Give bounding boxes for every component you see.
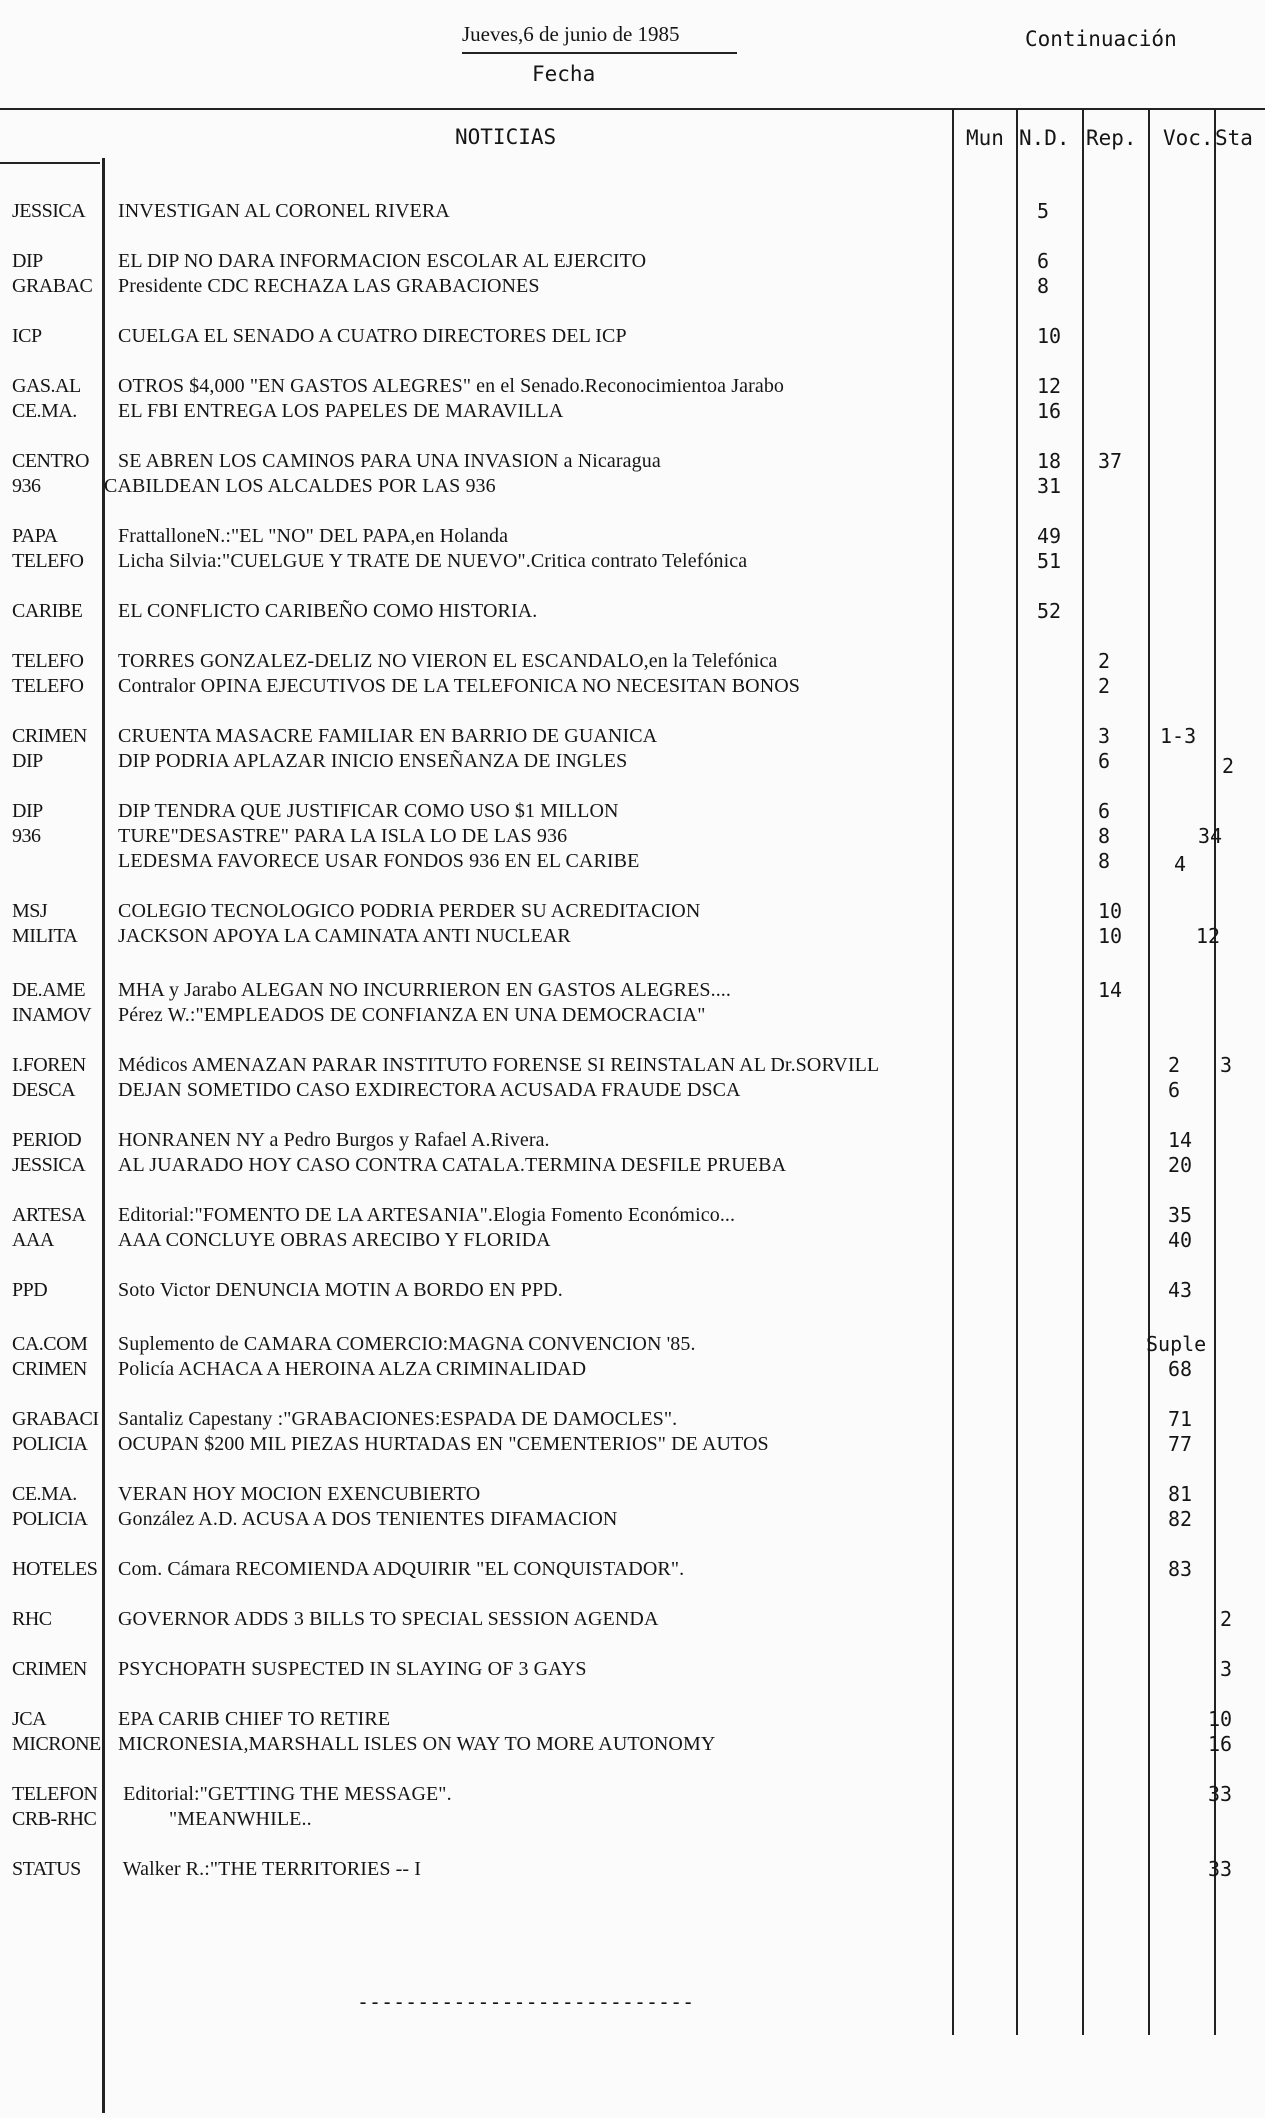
row-code: RHC xyxy=(12,1608,52,1630)
row-code: CRIMEN xyxy=(12,1658,87,1680)
row-code: TELEFON xyxy=(12,1783,98,1805)
sta-header: Sta xyxy=(1215,126,1253,150)
table-row xyxy=(0,1078,1265,1103)
row-code: POLICIA xyxy=(12,1433,88,1455)
row-headline: INVESTIGAN AL CORONEL RIVERA xyxy=(118,200,450,222)
row-nd: 18 xyxy=(1037,449,1062,473)
table-row xyxy=(0,1278,1265,1303)
row-headline: EL CONFLICTO CARIBEÑO COMO HISTORIA. xyxy=(118,600,538,622)
table-row xyxy=(0,1732,1265,1757)
table-row xyxy=(0,749,1265,778)
row-headline: Presidente CDC RECHAZA LAS GRABACIONES xyxy=(118,275,540,297)
row-code: TELEFO xyxy=(12,550,84,572)
table-row xyxy=(0,899,1265,924)
row-sta: 3 xyxy=(1220,1053,1233,1077)
table-row xyxy=(0,1128,1265,1153)
row-code: AAA xyxy=(12,1229,54,1251)
row-headline: Editorial:"GETTING THE MESSAGE". xyxy=(118,1783,452,1805)
row-code: 936 xyxy=(12,475,41,497)
row-code: HOTELES xyxy=(12,1558,98,1580)
row-voc: 81 xyxy=(1168,1482,1193,1506)
row-voc: 40 xyxy=(1168,1228,1193,1252)
row-code: JESSICA xyxy=(12,1154,86,1176)
row-headline: Walker R.:"THE TERRITORIES -- I xyxy=(118,1858,422,1880)
table-row xyxy=(0,1203,1265,1228)
row-voc: 34 xyxy=(1198,824,1223,848)
row-headline: Médicos AMENAZAN PARAR INSTITUTO FORENSE SI REINSTALAN AL Dr.SORVILL xyxy=(118,1054,880,1076)
row-headline: DIP TENDRA QUE JUSTIFICAR COMO USO $1 MILLON xyxy=(118,800,619,822)
row-voc: 1-3 xyxy=(1160,724,1197,748)
table-row xyxy=(0,978,1265,1003)
table-row xyxy=(0,1228,1265,1253)
row-code: POLICIA xyxy=(12,1508,88,1530)
row-nd: 52 xyxy=(1037,599,1062,623)
table-row xyxy=(0,324,1265,349)
row-headline: Soto Victor DENUNCIA MOTIN A BORDO EN PPD. xyxy=(118,1279,563,1301)
table-row xyxy=(0,374,1265,399)
row-rep: 8 xyxy=(1098,849,1111,873)
row-sta: 2 xyxy=(1220,1607,1233,1631)
row-voc: 83 xyxy=(1168,1557,1193,1581)
row-code: ICP xyxy=(12,325,42,347)
row-rep: 2 xyxy=(1098,649,1111,673)
table-row xyxy=(0,1432,1265,1457)
row-headline: EL FBI ENTREGA LOS PAPELES DE MARAVILLA xyxy=(118,400,564,422)
row-headline: PSYCHOPATH SUSPECTED IN SLAYING OF 3 GAYS xyxy=(118,1658,587,1680)
row-rep: 10 xyxy=(1098,899,1123,923)
table-row xyxy=(0,199,1265,224)
row-sta: 16 xyxy=(1208,1732,1233,1756)
row-headline: VERAN HOY MOCION EXENCUBIERTO xyxy=(118,1483,481,1505)
table-row xyxy=(0,399,1265,424)
table-row xyxy=(0,549,1265,574)
row-code: JCA xyxy=(12,1708,47,1730)
row-voc: 14 xyxy=(1168,1128,1193,1152)
voc-header: Voc. xyxy=(1163,126,1214,150)
table-row xyxy=(0,1782,1265,1807)
row-code: MILITA xyxy=(12,925,78,947)
footer-dash-rule: ---------------------------- xyxy=(357,1990,695,2014)
row-rep: 2 xyxy=(1098,674,1111,698)
row-code: CARIBE xyxy=(12,600,83,622)
row-voc: 68 xyxy=(1168,1357,1193,1381)
row-sta: 10 xyxy=(1208,1707,1233,1731)
row-headline: MICRONESIA,MARSHALL ISLES ON WAY TO MORE AUTONOMY xyxy=(118,1733,716,1755)
row-code: DIP xyxy=(12,750,43,772)
row-headline: Pérez W.:"EMPLEADOS DE CONFIANZA EN UNA DEMOCRACIA" xyxy=(118,1004,706,1026)
row-voc: Suple xyxy=(1146,1332,1207,1356)
row-headline: JACKSON APOYA LA CAMINATA ANTI NUCLEAR xyxy=(118,925,571,947)
table-row xyxy=(0,1053,1265,1078)
row-code: GAS.AL xyxy=(12,375,81,397)
row-headline: DEJAN SOMETIDO CASO EXDIRECTORA ACUSADA FRAUDE DSCA xyxy=(118,1079,741,1101)
row-voc: 20 xyxy=(1168,1153,1193,1177)
row-rep: 6 xyxy=(1098,799,1111,823)
row-voc: 6 xyxy=(1168,1078,1181,1102)
table-row xyxy=(0,1507,1265,1532)
row-rep: 10 xyxy=(1098,924,1123,948)
table-row xyxy=(0,924,1265,949)
row-voc: 71 xyxy=(1168,1407,1193,1431)
table-row xyxy=(0,274,1265,299)
mun-header: Mun xyxy=(966,126,1004,150)
table-row xyxy=(0,1707,1265,1732)
row-headline: Licha Silvia:"CUELGUE Y TRATE DE NUEVO".Critica contrato Telefónica xyxy=(118,550,748,572)
row-voc: 2 xyxy=(1168,1053,1181,1077)
table-row xyxy=(0,799,1265,824)
row-code: TELEFO xyxy=(12,650,84,672)
row-headline: Editorial:"FOMENTO DE LA ARTESANIA".Elogia Fomento Económico... xyxy=(118,1204,736,1226)
row-headline: TORRES GONZALEZ-DELIZ NO VIERON EL ESCANDALO,en la Telefónica xyxy=(118,650,778,672)
row-code: CRB-RHC xyxy=(12,1808,97,1830)
row-rep: 14 xyxy=(1098,978,1123,1002)
table-row xyxy=(0,649,1265,674)
table-top-rule xyxy=(0,108,1265,110)
row-nd: 8 xyxy=(1037,274,1050,298)
row-headline: DIP PODRIA APLAZAR INICIO ENSEÑANZA DE INGLES xyxy=(118,750,628,772)
row-sta: 33 xyxy=(1208,1782,1233,1806)
row-headline: Contralor OPINA EJECUTIVOS DE LA TELEFONICA NO NECESITAN BONOS xyxy=(118,675,801,697)
table-row xyxy=(0,824,1265,849)
row-code: DESCA xyxy=(12,1079,76,1101)
row-rep: 37 xyxy=(1098,449,1123,473)
row-rep: 6 xyxy=(1098,749,1111,773)
row-code: CRIMEN xyxy=(12,725,87,747)
row-nd: 10 xyxy=(1037,324,1062,348)
row-code: DIP xyxy=(12,800,43,822)
table-row xyxy=(0,474,1265,499)
row-code: GRABAC xyxy=(12,275,93,297)
row-nd: 16 xyxy=(1037,399,1062,423)
table-row xyxy=(0,674,1265,699)
row-code: CE.MA. xyxy=(12,400,77,422)
table-row xyxy=(0,1357,1265,1382)
table-row xyxy=(0,1332,1265,1357)
row-headline: González A.D. ACUSA A DOS TENIENTES DIFAMACION xyxy=(118,1508,618,1530)
row-code: DE.AME xyxy=(12,979,86,1001)
date-text: Jueves,6 de junio de 1985 xyxy=(462,22,680,46)
row-headline: TURE"DESASTRE" PARA LA ISLA LO DE LAS 936 xyxy=(118,825,568,847)
row-headline: OTROS $4,000 "EN GASTOS ALEGRES" en el Senado.Reconocimientoa Jarabo xyxy=(118,375,785,397)
row-code: I.FOREN xyxy=(12,1054,86,1076)
row-code: PPD xyxy=(12,1279,48,1301)
row-voc: 35 xyxy=(1168,1203,1193,1227)
table-row xyxy=(0,1407,1265,1432)
row-code: MSJ xyxy=(12,900,48,922)
table-row xyxy=(0,1607,1265,1632)
table-row xyxy=(0,249,1265,274)
row-code: TELEFO xyxy=(12,675,84,697)
row-voc: 43 xyxy=(1168,1278,1193,1302)
table-row xyxy=(0,449,1265,474)
row-code: GRABACI xyxy=(12,1408,99,1430)
row-nd: 31 xyxy=(1037,474,1062,498)
row-headline: OCUPAN $200 MIL PIEZAS HURTADAS EN "CEMENTERIOS" DE AUTOS xyxy=(118,1433,769,1455)
row-code: MICRONE xyxy=(12,1733,101,1755)
table-row xyxy=(0,1807,1265,1832)
row-voc: 4 xyxy=(1174,852,1187,876)
rep-header: Rep. xyxy=(1086,126,1137,150)
row-nd: 5 xyxy=(1037,199,1050,223)
table-row xyxy=(0,1557,1265,1582)
row-code: STATUS xyxy=(12,1858,81,1880)
row-headline: AL JUARADO HOY CASO CONTRA CATALA.TERMINA DESFILE PRUEBA xyxy=(118,1154,787,1176)
continuation-label: Continuación xyxy=(1025,27,1177,51)
row-rep: 8 xyxy=(1098,824,1111,848)
table-row xyxy=(0,599,1265,624)
row-headline: Com. Cámara RECOMIENDA ADQUIRIR "EL CONQUISTADOR". xyxy=(118,1558,685,1580)
row-nd: 51 xyxy=(1037,549,1062,573)
date-label: Fecha xyxy=(532,62,596,86)
row-code: PERIOD xyxy=(12,1129,82,1151)
row-code: PAPA xyxy=(12,525,58,547)
row-headline: COLEGIO TECNOLOGICO PODRIA PERDER SU ACREDITACION xyxy=(118,900,701,922)
table-row xyxy=(0,1482,1265,1507)
table-row xyxy=(0,1857,1265,1882)
row-code: CE.MA. xyxy=(12,1483,77,1505)
row-code: DIP xyxy=(12,250,43,272)
row-code: CA.COM xyxy=(12,1333,88,1355)
header-left-tick xyxy=(0,162,100,164)
nd-header: N.D. xyxy=(1019,126,1070,150)
row-sta: 2 xyxy=(1222,754,1235,778)
date-underline xyxy=(462,52,737,54)
row-headline: CUELGA EL SENADO A CUATRO DIRECTORES DEL ICP xyxy=(118,325,627,347)
table-row xyxy=(0,1657,1265,1682)
row-sta: 3 xyxy=(1220,1657,1233,1681)
noticias-header: NOTICIAS xyxy=(455,125,557,149)
row-headline: LEDESMA FAVORECE USAR FONDOS 936 EN EL CARIBE xyxy=(118,850,640,872)
row-voc: 82 xyxy=(1168,1507,1193,1531)
row-code: INAMOV xyxy=(12,1004,92,1026)
row-nd: 49 xyxy=(1037,524,1062,548)
row-code: JESSICA xyxy=(12,200,86,222)
row-nd: 6 xyxy=(1037,249,1050,273)
row-code: CENTRO xyxy=(12,450,89,472)
table-row xyxy=(0,1003,1265,1028)
row-sta: 33 xyxy=(1208,1857,1233,1881)
row-code: ARTESA xyxy=(12,1204,86,1226)
row-headline: Suplemento de CAMARA COMERCIO:MAGNA CONVENCION '85. xyxy=(118,1333,696,1355)
row-headline: MHA y Jarabo ALEGAN NO INCURRIERON EN GASTOS ALEGRES.... xyxy=(118,979,732,1001)
row-headline: HONRANEN NY a Pedro Burgos y Rafael A.Rivera. xyxy=(118,1129,550,1151)
row-headline: Santaliz Capestany :"GRABACIONES:ESPADA DE DAMOCLES". xyxy=(118,1408,678,1430)
row-code: 936 xyxy=(12,825,41,847)
row-rep: 3 xyxy=(1098,724,1111,748)
row-voc: 77 xyxy=(1168,1432,1193,1456)
row-code: CRIMEN xyxy=(12,1358,87,1380)
row-headline: CABILDEAN LOS ALCALDES POR LAS 936 xyxy=(104,475,496,497)
row-headline: EPA CARIB CHIEF TO RETIRE xyxy=(118,1708,391,1730)
row-voc: 12 xyxy=(1196,924,1221,948)
table-row xyxy=(0,524,1265,549)
row-headline: AAA CONCLUYE OBRAS ARECIBO Y FLORIDA xyxy=(118,1229,551,1251)
row-headline: FrattalloneN.:"EL "NO" DEL PAPA,en Holanda xyxy=(118,525,509,547)
table-row xyxy=(0,724,1265,749)
row-headline: EL DIP NO DARA INFORMACION ESCOLAR AL EJERCITO xyxy=(118,250,647,272)
row-headline: GOVERNOR ADDS 3 BILLS TO SPECIAL SESSION AGENDA xyxy=(118,1608,659,1630)
row-headline: SE ABREN LOS CAMINOS PARA UNA INVASION a Nicaragua xyxy=(118,450,661,472)
row-nd: 12 xyxy=(1037,374,1062,398)
row-headline: Policía ACHACA A HEROINA ALZA CRIMINALIDAD xyxy=(118,1358,587,1380)
table-row xyxy=(0,849,1265,874)
table-row xyxy=(0,1153,1265,1178)
row-headline: CRUENTA MASACRE FAMILIAR EN BARRIO DE GUANICA xyxy=(118,725,658,747)
row-headline: "MEANWHILE.. xyxy=(118,1808,312,1830)
